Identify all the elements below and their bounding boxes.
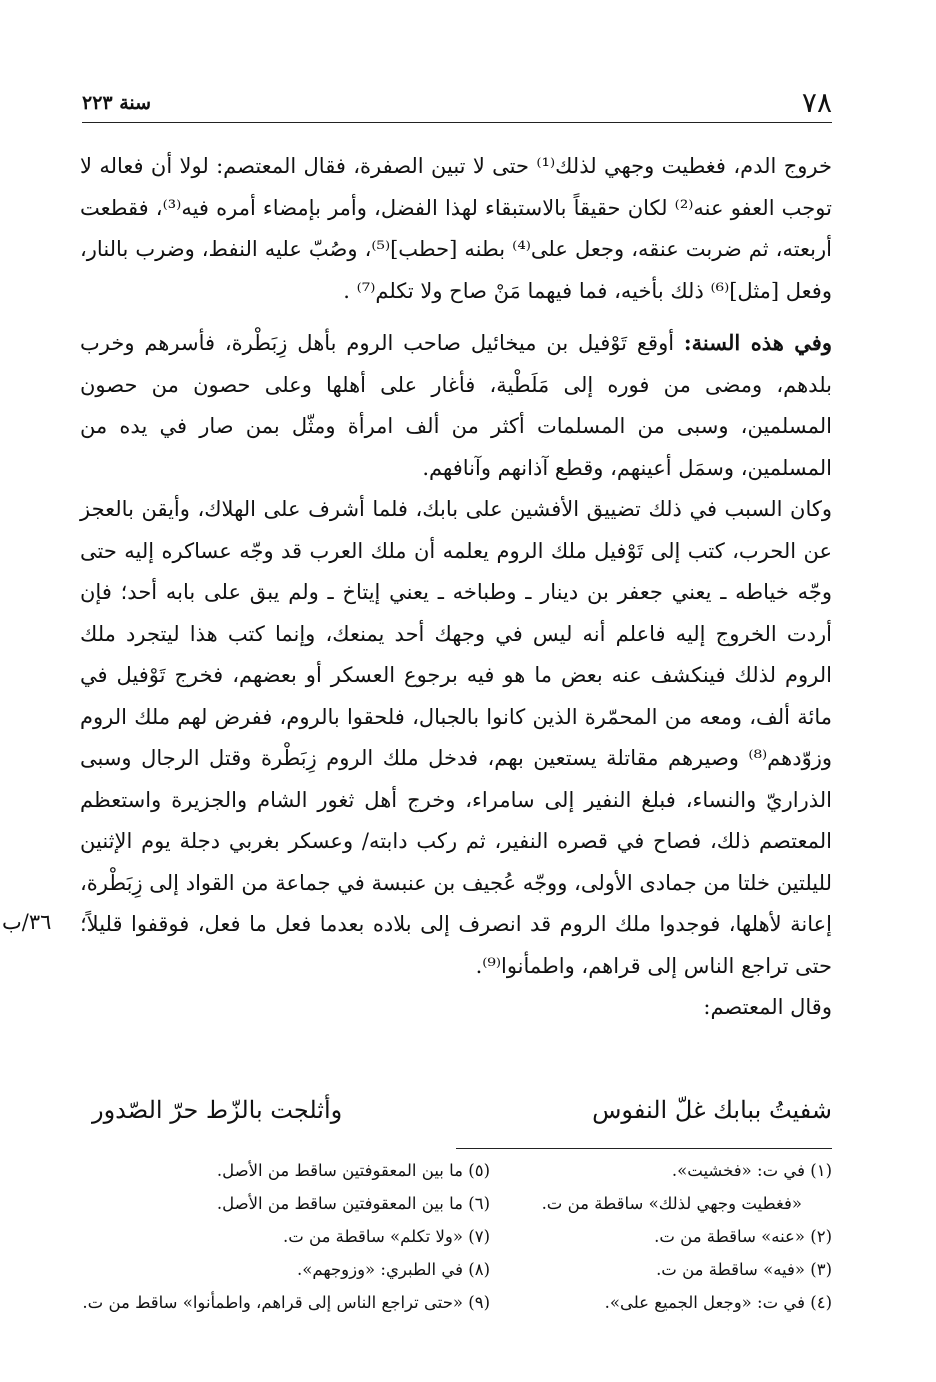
footnote: (٥) ما بين المعقوفتين ساقط من الأصل. [216,1161,490,1180]
paragraph-text: خروج الدم، فغطيت وجهي لذلك⁽¹⁾ حتى لا تبين الصفرة، فقال المعتصم: لولا أن فعاله لا توجب العفو عنه⁽²⁾ لكان حقيقاً بالاستبقاء لهذا الفضل، وأمر بإمضاء أمره فيه⁽³⁾، فقطعت أربعته، ثم ضربت عنقه، وجعل على⁽⁴⁾ بطنه [حطب]⁽⁵⁾، وصُبّ عليه النفط، وضرب بالنار، وفعل [مثل]⁽⁶⁾ ذلك بأخيه، فما فيهما مَنْ صاح ولا تكلم⁽⁷⁾ . [80,154,832,303]
footnote: (١) في ت: «فخشيت». [671,1161,832,1180]
main-text [80,146,832,1029]
footnote: «فغطيت وجهي لذلك» ساقطة من ت. [541,1194,802,1213]
footnote: (٦) ما بين المعقوفتين ساقط من الأصل. [216,1194,490,1213]
header-rule [82,122,832,123]
footnote: (٣) «فيه» ساقطة من ت. [656,1260,832,1279]
page-number: ٧٨ [801,86,832,119]
footnote: (٧) «ولا تكلم» ساقطة من ت. [283,1227,490,1246]
footnote: (٤) في ت: «وجعل الجميع على». [604,1293,832,1312]
page-header [82,86,832,120]
footnote: (٢) «عنه» ساقطة من ت. [654,1227,832,1246]
paragraph-lead: وفي هذه السنة: [683,330,832,355]
footnote-rule [456,1148,832,1149]
footnote: (٨) في الطبري: «وزوجهم». [297,1260,490,1279]
footnotes-column-right [502,1154,832,1319]
footnotes-column-left [80,1154,490,1319]
paragraph [80,987,832,1029]
poem-verse [92,1088,832,1132]
paragraph-text: أوقع تَوْفيل بن ميخائيل صاحب الروم بأهل زِبَطْرة، فأسرهم وخرب بلدهم، ومضى من فوره إلى مَلَطْية، فأغار على أهلها وعلى حصون من حصون المسلمين، وسبى من المسلمات أكثر من ألف امرأة ومثّل بمن صار في يده من المسلمين، وسمَل أعينهم، وقطع آذانهم وآنافهم. [80,331,832,480]
running-head: سنة ٢٢٣ [82,92,152,114]
paragraph-text: وقال المعتصم: [703,995,832,1019]
manuscript-folio-note: ٣٦/ب [2,910,52,934]
paragraph-text: وكان السبب في ذلك تضييق الأفشين على بابك، فلما أشرف على الهلاك، وأيقن بالعجز عن الحرب، كتب إلى تَوْفيل ملك الروم يعلمه أن ملك العرب قد وجّه عساكره إليه حتى وجّه خياطه ـ يعني جعفر بن دينار ـ وطباخه ـ يعني إيتاخ ـ ولم يبق على بابه أحد؛ فإن أردت الخروج إليه فاعلم أنه ليس في وجهك أحد يمنعك، وإنما كتب هذا ليتجرد ملك الروم لذلك فينكشف عنه بعض ما هو فيه برجوع العسكر أو بعضهم، فخرج تَوْفيل في مائة ألف، ومعه من المحمّرة الذين كانوا بالجبال، فلحقوا بالروم، ففرض لهم ملك الروم وزوّدهم⁽⁸⁾ وصيرهم مقاتلة يستعين بهم، فدخل ملك الروم زِبَطْرة وقتل الرجال وسبى الذراريّ والنساء، فبلغ النفير إلى سامراء، وخرج أهل ثغور الشام والجزيرة واستعظم المعتصم ذلك، فصاح في قصره النفير، ثم ركب دابته/ وعسكر بغربي دجلة يوم الإثنين لليلتين خلتا من جمادى الأولى، ووجّه عُجيف بن عنبسة في جماعة من القواد إلى زِبَطْرة، إعانة لأهلها، فوجدوا ملك الروم قد انصرف إلى بلاده بعدما فعل ما فعل، فوقفوا قليلاً؛ حتى تراجع الناس إلى قراهم، واطمأنوا⁽⁹⁾. [80,497,832,978]
poem-hemistich-first: شفيتُ ببابك غلّ النفوس [592,1096,832,1124]
footnote: (٩) «حتى تراجع الناس إلى قراهم، واطمأنوا» ساقط من ت. [82,1293,490,1312]
paragraph [80,322,832,489]
paragraph [80,146,832,312]
paragraph [80,489,832,987]
poem-hemistich-second: وأثلجت بالزّط حرّ الصّدور [92,1096,343,1124]
